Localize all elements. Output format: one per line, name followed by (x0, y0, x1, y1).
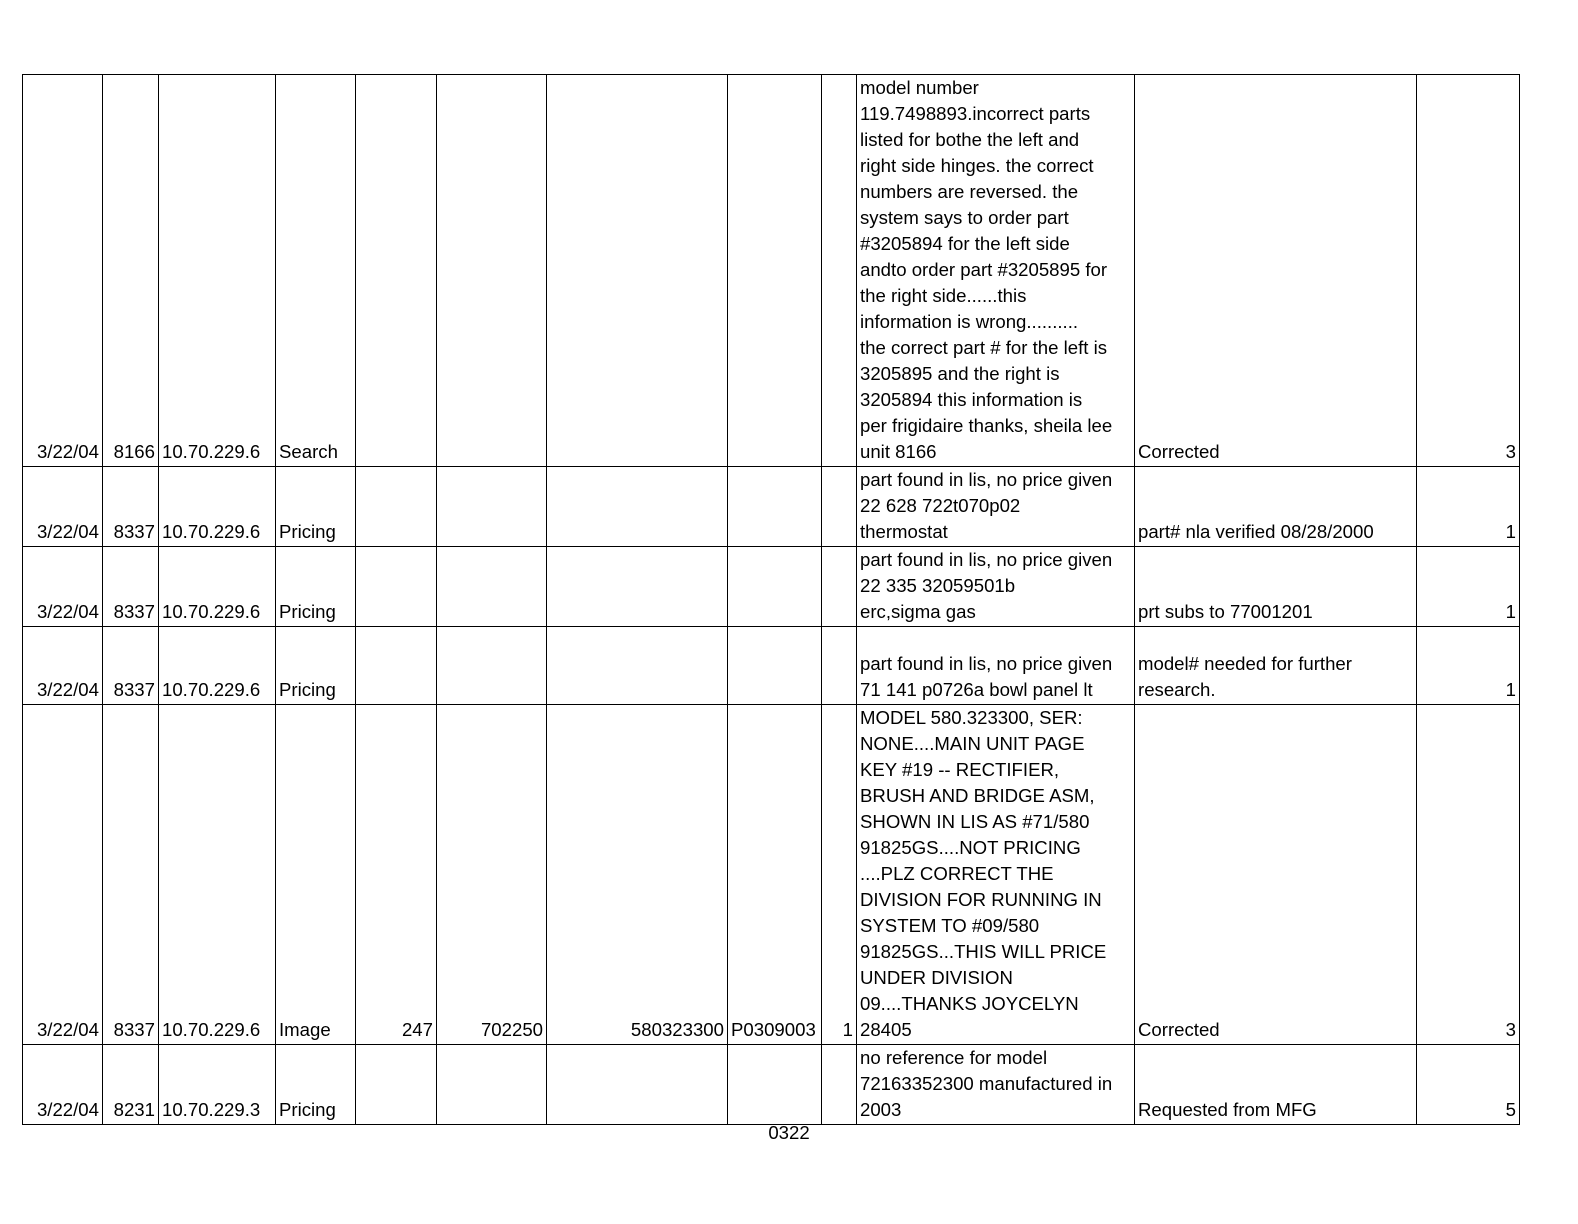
col7-cell: 580323300 (547, 705, 728, 1045)
table-row (23, 627, 1520, 705)
resolution-cell: model# needed for further research. (1135, 627, 1417, 705)
count-cell: 5 (1417, 1045, 1520, 1125)
resolution-cell: Corrected (1135, 75, 1417, 467)
col7-cell (547, 75, 728, 467)
description-cell: part found in lis, no price given 22 335 32059501b erc,sigma gas (857, 547, 1135, 627)
col6-cell: 702250 (437, 705, 547, 1045)
unit-cell: 8166 (103, 75, 159, 467)
ip-cell: 10.70.229.6 (159, 627, 276, 705)
ip-cell: 10.70.229.6 (159, 705, 276, 1045)
col9-cell (822, 467, 857, 547)
col9-cell: 1 (822, 705, 857, 1045)
resolution-cell: part# nla verified 08/28/2000 (1135, 467, 1417, 547)
col5-cell (356, 627, 437, 705)
description-cell: no reference for model 72163352300 manufactured in 2003 (857, 1045, 1135, 1125)
date-cell: 3/22/04 (23, 75, 103, 467)
date-cell: 3/22/04 (23, 705, 103, 1045)
col9-cell (822, 547, 857, 627)
category-cell: Pricing (276, 547, 356, 627)
table-row (23, 1045, 1520, 1125)
col7-cell (547, 467, 728, 547)
ip-cell: 10.70.229.6 (159, 75, 276, 467)
category-cell: Pricing (276, 467, 356, 547)
col9-cell (822, 1045, 857, 1125)
description-cell: part found in lis, no price given 71 141 p0726a bowl panel lt (857, 627, 1135, 705)
table-row (23, 467, 1520, 547)
resolution-cell: Requested from MFG (1135, 1045, 1417, 1125)
log-table (22, 74, 1520, 1125)
col5-cell (356, 75, 437, 467)
col6-cell (437, 1045, 547, 1125)
ip-cell: 10.70.229.6 (159, 467, 276, 547)
col8-cell (728, 627, 822, 705)
table-row (23, 705, 1520, 1045)
col7-cell (547, 1045, 728, 1125)
col6-cell (437, 627, 547, 705)
count-cell: 1 (1417, 467, 1520, 547)
ip-cell: 10.70.229.6 (159, 547, 276, 627)
description-cell: part found in lis, no price given 22 628 722t070p02 thermostat (857, 467, 1135, 547)
date-cell: 3/22/04 (23, 547, 103, 627)
col8-cell (728, 75, 822, 467)
col6-cell (437, 467, 547, 547)
unit-cell: 8337 (103, 547, 159, 627)
col5-cell (356, 1045, 437, 1125)
description-cell: MODEL 580.323300, SER: NONE....MAIN UNIT PAGE KEY #19 -- RECTIFIER, BRUSH AND BRIDGE ASM, SHOWN IN LIS AS #71/580 91825GS....NOT PRICING ....PLZ CORRECT THE DIVISION FOR RUNNING IN SYSTEM TO #09/580 91825GS...THIS WILL PRICE UNDER DIVISION 09....THANKS JOYCELYN 28405 (857, 705, 1135, 1045)
col9-cell (822, 627, 857, 705)
page-number: 0322 (768, 1122, 810, 1143)
date-cell: 3/22/04 (23, 1045, 103, 1125)
category-cell: Pricing (276, 627, 356, 705)
unit-cell: 8337 (103, 705, 159, 1045)
ip-cell: 10.70.229.3 (159, 1045, 276, 1125)
col5-cell (356, 547, 437, 627)
resolution-cell: prt subs to 77001201 (1135, 547, 1417, 627)
unit-cell: 8337 (103, 467, 159, 547)
category-cell: Search (276, 75, 356, 467)
table-row (23, 547, 1520, 627)
unit-cell: 8337 (103, 627, 159, 705)
col5-cell: 247 (356, 705, 437, 1045)
col6-cell (437, 547, 547, 627)
category-cell: Pricing (276, 1045, 356, 1125)
resolution-cell: Corrected (1135, 705, 1417, 1045)
col5-cell (356, 467, 437, 547)
col6-cell (437, 75, 547, 467)
date-cell: 3/22/04 (23, 627, 103, 705)
col9-cell (822, 75, 857, 467)
category-cell: Image (276, 705, 356, 1045)
col8-cell (728, 1045, 822, 1125)
count-cell: 1 (1417, 547, 1520, 627)
date-cell: 3/22/04 (23, 467, 103, 547)
col7-cell (547, 547, 728, 627)
col8-cell (728, 467, 822, 547)
description-cell: model number 119.7498893.incorrect parts listed for bothe the left and right side hinges. the correct numbers are reversed. the system says to order part #3205894 for the left side andto order part #3205895 for the right side......this information is wrong.......... the correct part # for the left is 3205895 and the right is 3205894 this information is per frigidaire thanks, sheila lee unit 8166 (857, 75, 1135, 467)
count-cell: 1 (1417, 627, 1520, 705)
count-cell: 3 (1417, 75, 1520, 467)
col7-cell (547, 627, 728, 705)
table-row (23, 75, 1520, 467)
unit-cell: 8231 (103, 1045, 159, 1125)
count-cell: 3 (1417, 705, 1520, 1045)
col8-cell: P0309003 (728, 705, 822, 1045)
col8-cell (728, 547, 822, 627)
